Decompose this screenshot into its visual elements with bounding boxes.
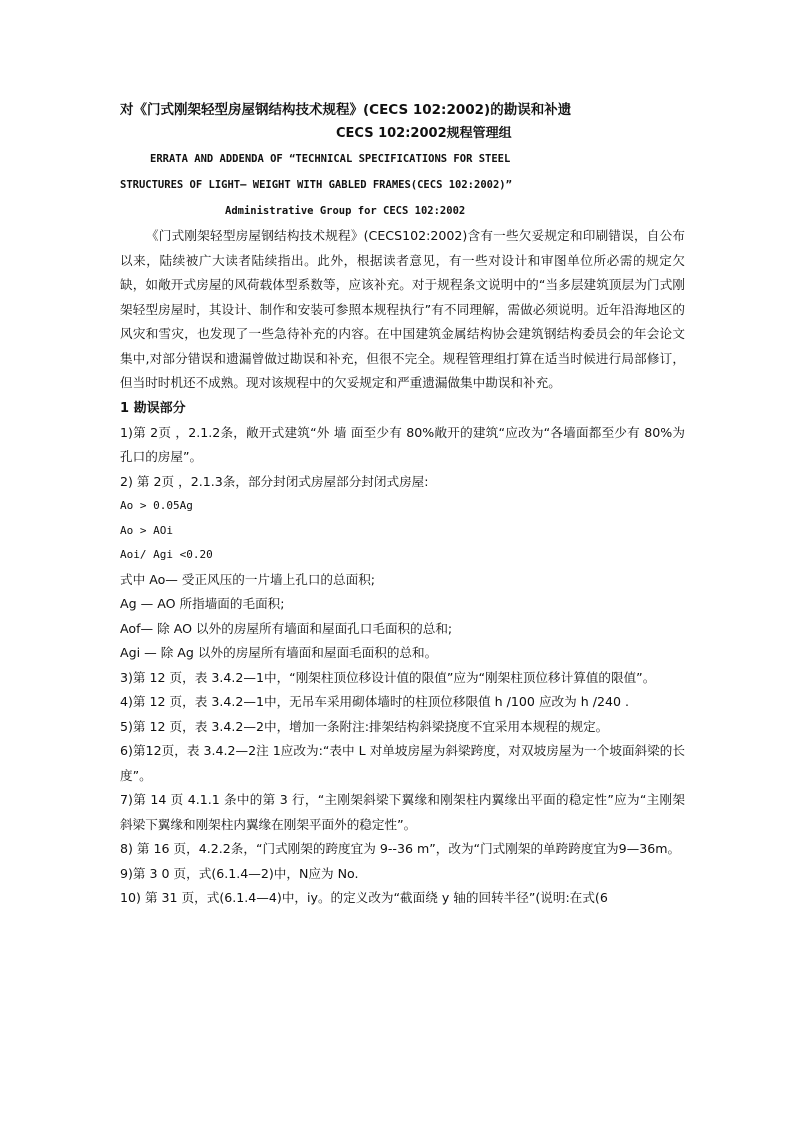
errata-item-6: 6)第12页，表 3.4.2—2注 1应改为:“表中 L 对单坡房屋为斜梁跨度，对双坡房屋为一个坡面斜梁的长度”。 bbox=[120, 743, 685, 783]
errata-item-5: 5)第 12 页，表 3.4.2—2中，增加一条附注:排架结构斜梁挠度不宜采用本规程的规定。 bbox=[120, 718, 609, 734]
document-page bbox=[120, 98, 685, 911]
formula-line-2: Ao > AOi bbox=[120, 523, 173, 537]
english-group-name: Administrative Group for CECS 102:2002 bbox=[225, 205, 466, 217]
group-name: CECS 102:2002规程管理组 bbox=[336, 126, 512, 141]
errata-item-1: 1)第 2页 ，2.1.2条，敞开式建筑“外 墙 面至少有 80%敞开的建筑“应改为“各墙面都至少有 80%为孔口的房屋”。 bbox=[120, 424, 685, 464]
errata-item-7: 7)第 14 页 4.1.1 条中的第 3 行，“主刚架斜梁下翼缘和刚架柱内翼缘出平面的稳定性”应为“主刚架斜梁下翼缘和刚架柱内翼缘在刚架平面外的稳定性”。 bbox=[120, 792, 685, 832]
section-heading: 1 勘误部分 bbox=[120, 400, 186, 416]
english-title-line-2: STRUCTURES OF LIGHT— WEIGHT WITH GABLED FRAMES(CECS 102:2002)” bbox=[120, 179, 512, 191]
definition-line-4: Agi — 除 Ag 以外的房屋所有墙面和屋面毛面积的总和。 bbox=[120, 645, 438, 660]
errata-item-8: 8) 第 16 页，4.2.2条，“门式刚架的跨度宜为 9--36 m”，改为“门式刚架的单跨跨度宜为9—36m。 bbox=[120, 841, 681, 856]
intro-paragraph: 《门式刚架轻型房屋钢结构技术规程》(CECS102:2002)含有一些欠妥规定和印刷错误，自公布以来，陆续被广大读者陆续指出。此外，根据读者意见，有一些对设计和审图单位所必需的规定欠缺，如敞开式房屋的风荷载体型系数等，应该补充。对于规程条文说明中的“当多层建筑顶层为门式刚架轻型房屋时，其设计、制作和安装可参照本规程执行”有不同理解，需做必须说明。近年沿海地区的风灾和雪灾，也发现了一些急待补充的内容。在中国建筑金属结构协会建筑钢结构委员会的年会论文集中,对部分错误和遗漏曾做过勘误和补充，但很不完全。规程管理组打算在适当时候进行局部修订，但当时时机还不成熟。现对该规程中的欠妥规定和严重遗漏做集中勘误和补充。 bbox=[120, 228, 685, 390]
definition-line-1: 式中 Ao— 受正风压的一片墙上孔口的总面积; bbox=[120, 571, 376, 587]
formula-line-3: Aoi/ Agi <0.20 bbox=[120, 548, 213, 561]
english-title-line-1: ERRATA AND ADDENDA OF “TECHNICAL SPECIFICATIONS FOR STEEL bbox=[150, 153, 511, 165]
formula-line-1: Ao > 0.05Ag bbox=[120, 499, 193, 512]
errata-item-10: 10) 第 31 页，式(6.1.4—4)中，iy。的定义改为“截面绕 y 轴的回转半径”(说明:在式(6 bbox=[120, 890, 608, 905]
errata-item-2: 2) 第 2页 ，2.1.3条，部分封闭式房屋部分封闭式房屋: bbox=[120, 473, 429, 489]
errata-item-4: 4)第 12 页，表 3.4.2—1中，无吊车采用砌体墙时的柱顶位移限值 h /100 应改为 h /240 . bbox=[120, 694, 630, 709]
document-title: 对《门式刚架轻型房屋钢结构技术规程》(CECS 102:2002)的勘误和补遗 bbox=[120, 102, 572, 118]
definition-line-2: Ag — AO 所指墙面的毛面积; bbox=[120, 596, 285, 611]
definition-line-3: Aof— 除 AO 以外的房屋所有墙面和屋面孔口毛面积的总和; bbox=[120, 620, 453, 636]
errata-item-3: 3)第 12 页，表 3.4.2—1中，“刚架柱顶位移设计值的限值”应为“刚架柱顶位移计算值的限值”。 bbox=[120, 669, 656, 685]
errata-item-9: 9)第 3 0 页，式(6.1.4—2)中，N应为 No. bbox=[120, 865, 359, 881]
